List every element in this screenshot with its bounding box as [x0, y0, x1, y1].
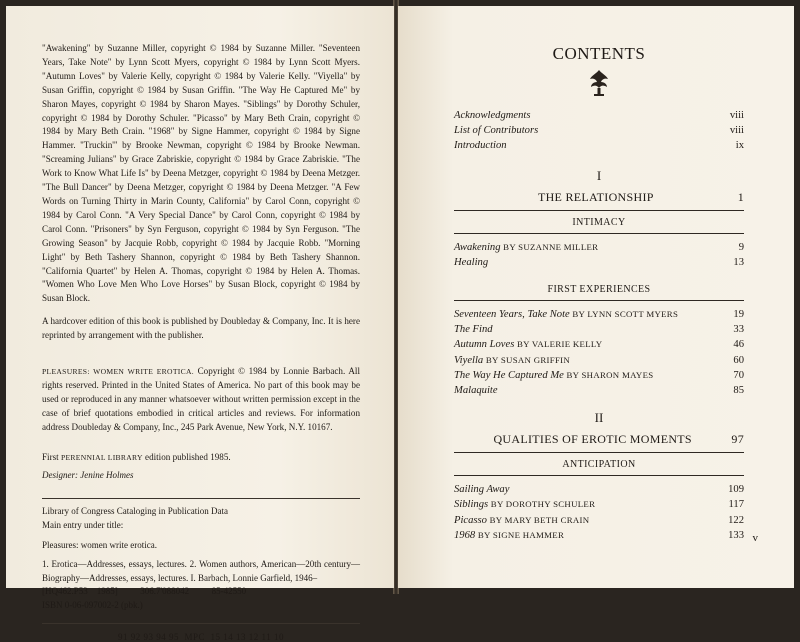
entry-left: [454, 528, 564, 543]
entry-title: Viyella: [454, 354, 484, 366]
section-heading: ANTICIPATION: [454, 459, 744, 476]
edition-line: [42, 451, 360, 465]
part-heading[interactable]: [454, 190, 744, 211]
toc-entry[interactable]: [454, 322, 744, 337]
entry-left: [454, 368, 653, 383]
entry-title: The Way He Captured Me: [454, 369, 564, 381]
fleuron-icon: [586, 68, 612, 98]
part-numeral: II: [594, 410, 604, 426]
entry-page: ix: [735, 140, 744, 152]
entry-page: 122: [728, 514, 744, 526]
entry-title: Introduction: [454, 140, 507, 152]
entry-page: 19: [733, 309, 744, 321]
entry-author: BY LYNN SCOTT MYERS: [572, 309, 679, 320]
toc-entry[interactable]: [454, 497, 744, 512]
toc-entry[interactable]: [454, 482, 744, 497]
entry-title: Healing: [454, 256, 489, 268]
permissions-paragraph: "Awakening" by Suzanne Miller, copyright © 1984 by Suzanne Miller. "Seventeen Years, Take Note" by Lynn Scott Myers, copyright © 1984 by Lynn Scott Myers. "Autumn Loves" by Valerie Kelly, copyright © 1984 by Valerie Kelly. "Viyella" by Susan Griffin, copyright © 1984 by Susan Griffin. "The Way He Captured Me" by Sharon Mayes, copyright © 1984 by Sharon Mayes. "Siblings" by Dorothy Schuler, copyright © 1984 by Dorothy Schuler. "Picasso" by Mary Beth Crain, copyright © 1984 by Mary Beth Crain. "1968" by Signe Hammer, copyright © 1984 by Signe Hammer. "Truckin'" by Brooke Newman, copyright © 1984 by Brooke Newman. "Screaming Julians" by Grace Zabriskie, copyright © 1984 by Grace Zabriskie. "The Work to Know What Life Is" by Deena Metzger, copyright © 1984 by Deena Metzger. "The Bull Dancer" by Deena Metzger, copyright © 1984 by Deena Metzger. "A Few Words on Turning Thirty in Marin County, California" by Carol Conn, copyright © 1984 by Carol Conn. "A Very Special Dance" by Carol Conn, copyright © 1984 by Carol Conn. "Prisoners" by Syn Ferguson, copyright © 1984 by Syn Ferguson. "The Growing Season" by Jacquie Robb, copyright © 1984 by Jacquie Robb. "Morning Light" by Beth Tashery Shannon, copyright © 1984 by Beth Tashery Shannon. "California Quartet" by Helen A. Thomas, copyright © 1984 by Helen A. Thomas. "Women Who Love Men Who Love Horses" by Susan Block, copyright © 1984 by Susan Block.: [42, 43, 360, 304]
entry-title: Malaquite: [454, 385, 498, 397]
entry-page: 13: [733, 256, 744, 268]
printing-line: 91 92 93 94 95 MPC 15 14 13 12 11 10: [118, 631, 284, 642]
entry-left: [454, 255, 488, 270]
toc-entry[interactable]: [454, 528, 744, 543]
entry-left: [454, 108, 531, 123]
part-numeral: I: [596, 167, 602, 183]
entry-title: 1968: [454, 529, 476, 541]
hardcover-note: A hardcover edition of this book is published by Doubleday & Company, Inc. It is here reprinted by arrangement with the publisher.: [42, 316, 360, 341]
entry-left: [454, 482, 509, 497]
entry-left: [454, 497, 595, 512]
cip-top-rule: [42, 498, 360, 499]
front-matter-entry[interactable]: [454, 138, 744, 153]
copyright-page: [6, 6, 394, 642]
entry-page: 109: [728, 484, 744, 496]
entry-page: 60: [733, 354, 744, 366]
toc-entry[interactable]: [454, 240, 744, 255]
part-page: 97: [731, 432, 744, 447]
entry-author: BY SUSAN GRIFFIN: [485, 354, 571, 365]
part-heading[interactable]: [454, 432, 744, 453]
entry-left: [454, 240, 598, 255]
entry-author: BY SUZANNE MILLER: [503, 241, 599, 252]
section-heading: FIRST EXPERIENCES: [454, 284, 744, 301]
entry-page: 46: [733, 339, 744, 351]
toc-entry[interactable]: [454, 353, 744, 368]
entry-page: viii: [729, 125, 744, 137]
rights-paragraph: [42, 365, 360, 435]
toc-entry[interactable]: [454, 368, 744, 383]
table-of-contents: [454, 108, 744, 543]
entry-title: Awakening: [454, 241, 501, 253]
entry-author: BY DOROTHY SCHULER: [490, 499, 596, 510]
entry-title: Acknowledgments: [454, 110, 531, 121]
entry-left: [454, 322, 493, 337]
entry-left: [454, 123, 538, 138]
front-matter-entry[interactable]: [454, 108, 744, 123]
entry-title: List of Contributors: [454, 125, 539, 137]
entry-page: viii: [729, 110, 744, 121]
entry-title: Sailing Away: [454, 484, 510, 496]
edition-prefix: First: [42, 451, 61, 462]
entry-title: Siblings: [454, 499, 489, 511]
toc-entry[interactable]: [454, 513, 744, 528]
cip-line: [HQ462.P53 1985] 306.7'088042 85-42550: [42, 586, 247, 597]
toc-entry[interactable]: [454, 307, 744, 322]
page-number: v: [752, 532, 758, 544]
toc-entry[interactable]: [454, 337, 744, 352]
part-title: QUALITIES OF EROTIC MOMENTS: [493, 432, 692, 447]
rights-text: Copyright © 1984 by Lonnie Barbach. All rights reserved. Printed in the United States of America. No part of this book may be used or reproduced in any manner whatsoever without written permission except in the case of brief quotations embodied in critical articles and reviews. For information address Doubleday & Company, Inc., 245 Park Avenue, New York, N.Y. 10167.: [42, 366, 360, 432]
entry-page: 33: [733, 324, 744, 336]
cip-line: Library of Congress Cataloging in Publication Data: [42, 506, 228, 517]
entry-left: [454, 138, 507, 153]
entry-left: [454, 383, 498, 398]
entry-title: Picasso: [454, 514, 487, 526]
entry-left: [454, 307, 678, 322]
page-title: CONTENTS: [552, 44, 646, 63]
entry-author: BY MARY BETH CRAIN: [489, 514, 590, 525]
entry-page: 9: [738, 241, 744, 253]
entry-left: [454, 353, 570, 368]
rights-book-title: PLEASURES: WOMEN WRITE EROTICA.: [42, 367, 194, 377]
edition-imprint: PERENNIAL LIBRARY: [60, 452, 143, 462]
entry-page: 117: [728, 499, 744, 511]
section-gap: [454, 270, 744, 278]
entry-author: BY SHARON MAYES: [566, 369, 654, 380]
entry-page: 85: [733, 385, 744, 397]
entry-title: Autumn Loves: [454, 339, 515, 351]
toc-entry[interactable]: [454, 383, 744, 398]
designer-credit: Designer: Jenine Holmes: [42, 470, 134, 481]
entry-left: [454, 337, 602, 352]
section-heading: INTIMACY: [454, 217, 744, 234]
part-title: THE RELATIONSHIP: [537, 189, 654, 204]
cip-line: 1. Erotica—Addresses, essays, lectures. 2. Women authors, American—20th century—Biography—Addresses, essays, lectures. I. Barbach, Lonnie Garfield, 1946–: [42, 559, 360, 583]
cip-line: Pleasures: women write erotica.: [42, 539, 157, 550]
cip-bottom-rule: [42, 623, 360, 624]
entry-page: 70: [733, 369, 744, 381]
entry-author: BY VALERIE KELLY: [516, 339, 603, 350]
cip-line: ISBN 0-06-097002-2 (pbk.): [42, 600, 143, 611]
cip-line: Main entry under title:: [42, 520, 124, 531]
entry-left: [454, 513, 589, 528]
entry-author: BY SIGNE HAMMER: [477, 529, 565, 540]
toc-entry[interactable]: [454, 255, 744, 270]
entry-title: Seventeen Years, Take Note: [454, 309, 570, 321]
entry-title: The Find: [454, 324, 493, 336]
contents-page: [398, 6, 794, 588]
entry-page: 133: [728, 529, 744, 541]
edition-suffix: edition published 1985.: [142, 451, 231, 462]
front-matter-entry[interactable]: [454, 123, 744, 138]
part-page: 1: [737, 189, 744, 204]
